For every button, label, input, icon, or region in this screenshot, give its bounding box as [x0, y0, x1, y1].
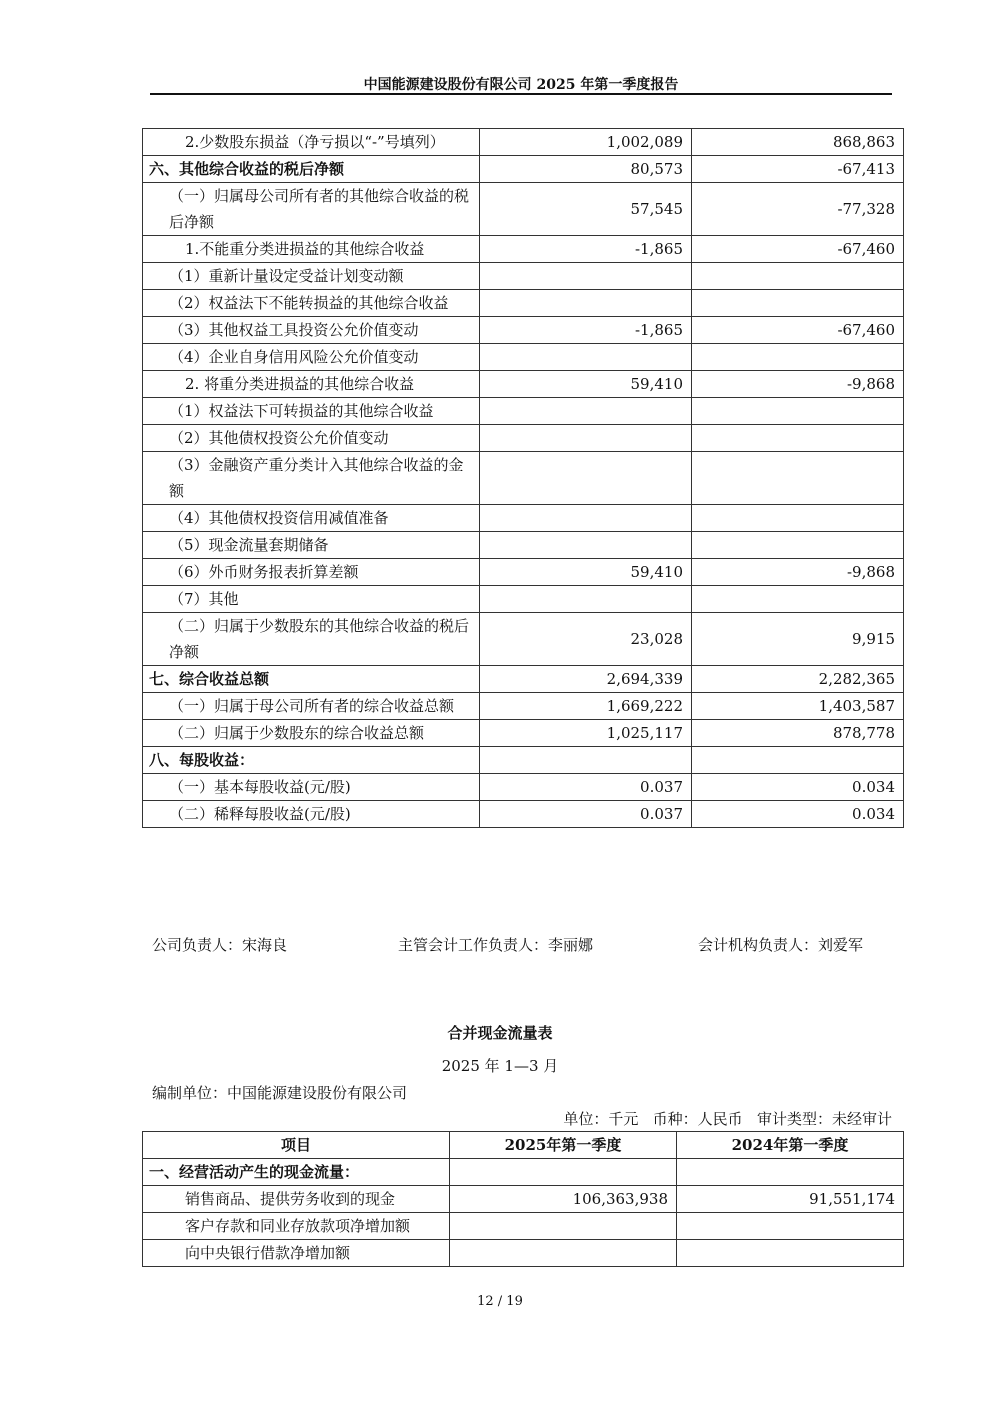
- row-value-current: [450, 1213, 677, 1240]
- row-value-current: [480, 532, 692, 559]
- table-row: [143, 747, 904, 774]
- row-value-prior: [692, 586, 904, 613]
- row-value-prior: 1,403,587: [692, 693, 904, 720]
- row-value-current: 59,410: [480, 371, 692, 398]
- row-value-prior: -67,413: [692, 156, 904, 183]
- table-row: [143, 263, 904, 290]
- row-label: （2）其他债权投资公允价值变动: [143, 425, 480, 452]
- row-label: （一）基本每股收益(元/股): [143, 774, 480, 801]
- row-value-prior: [677, 1240, 904, 1267]
- row-label: （二）归属于少数股东的其他综合收益的税后净额: [143, 613, 480, 666]
- row-value-current: [480, 290, 692, 317]
- table-row: [143, 236, 904, 263]
- row-value-current: [480, 425, 692, 452]
- table-row: [143, 559, 904, 586]
- row-value-prior: [692, 344, 904, 371]
- row-value-current: [480, 452, 692, 505]
- row-label: （1）权益法下可转损益的其他综合收益: [143, 398, 480, 425]
- row-value-prior: -67,460: [692, 236, 904, 263]
- row-value-current: [480, 398, 692, 425]
- row-label: （一）归属母公司所有者的其他综合收益的税后净额: [143, 183, 480, 236]
- table-row: [143, 613, 904, 666]
- header-2024q1: 2024年第一季度: [677, 1132, 904, 1159]
- table-row: [143, 666, 904, 693]
- row-value-prior: -9,868: [692, 371, 904, 398]
- table-row: [143, 290, 904, 317]
- company-head: 公司负责人：宋海良: [152, 936, 288, 954]
- row-label: 向中央银行借款净增加额: [143, 1240, 450, 1267]
- table-row: [143, 774, 904, 801]
- accounting-org-head: 会计机构负责人：刘爱军: [698, 936, 864, 954]
- row-value-current: 1,669,222: [480, 693, 692, 720]
- row-label: 1.不能重分类进损益的其他综合收益: [143, 236, 480, 263]
- header-item: 项目: [143, 1132, 450, 1159]
- row-label: （1）重新计量设定受益计划变动额: [143, 263, 480, 290]
- row-value-current: 0.037: [480, 801, 692, 828]
- row-value-prior: [692, 398, 904, 425]
- row-value-prior: -77,328: [692, 183, 904, 236]
- table-row: [143, 693, 904, 720]
- row-value-current: 57,545: [480, 183, 692, 236]
- row-label: 一、经营活动产生的现金流量：: [143, 1159, 450, 1186]
- preparing-unit: 编制单位：中国能源建设股份有限公司: [152, 1084, 408, 1102]
- row-label: （5）现金流量套期储备: [143, 532, 480, 559]
- table-row: [143, 129, 904, 156]
- cashflow-table: [142, 1131, 904, 1267]
- row-label: 七、综合收益总额: [143, 666, 480, 693]
- table-row: [143, 720, 904, 747]
- row-value-current: 106,363,938: [450, 1186, 677, 1213]
- header-rule: [150, 93, 892, 95]
- row-label: （2）权益法下不能转损益的其他综合收益: [143, 290, 480, 317]
- row-value-current: [450, 1240, 677, 1267]
- income-statement-table: [142, 128, 904, 828]
- row-label: 八、每股收益：: [143, 747, 480, 774]
- table-row: [143, 505, 904, 532]
- accounting-head: 主管会计工作负责人：李丽娜: [398, 936, 594, 954]
- table-row: [143, 1240, 904, 1267]
- row-value-current: 80,573: [480, 156, 692, 183]
- table-header-row: [143, 1132, 904, 1159]
- row-value-prior: 0.034: [692, 774, 904, 801]
- row-value-prior: [692, 532, 904, 559]
- row-value-current: 0.037: [480, 774, 692, 801]
- row-label: 2. 将重分类进损益的其他综合收益: [143, 371, 480, 398]
- row-value-current: [450, 1159, 677, 1186]
- row-value-prior: 878,778: [692, 720, 904, 747]
- row-value-current: [480, 747, 692, 774]
- table-row: [143, 371, 904, 398]
- table-row: [143, 801, 904, 828]
- table-row: [143, 317, 904, 344]
- row-value-prior: 2,282,365: [692, 666, 904, 693]
- row-label: （4）其他债权投资信用减值准备: [143, 505, 480, 532]
- header-2025q1: 2025年第一季度: [450, 1132, 677, 1159]
- row-value-prior: 868,863: [692, 129, 904, 156]
- table-row: [143, 1213, 904, 1240]
- row-label: （一）归属于母公司所有者的综合收益总额: [143, 693, 480, 720]
- row-value-prior: -67,460: [692, 317, 904, 344]
- row-value-current: -1,865: [480, 317, 692, 344]
- page-number: 12 / 19: [477, 1294, 523, 1309]
- row-value-current: 1,025,117: [480, 720, 692, 747]
- row-label: （二）稀释每股收益(元/股): [143, 801, 480, 828]
- table-row: [143, 425, 904, 452]
- cashflow-title: 合并现金流量表: [447, 1024, 553, 1042]
- table-row: [143, 452, 904, 505]
- row-value-current: [480, 263, 692, 290]
- row-value-prior: [692, 290, 904, 317]
- row-label: 六、其他综合收益的税后净额: [143, 156, 480, 183]
- row-value-current: [480, 344, 692, 371]
- row-value-prior: [692, 425, 904, 452]
- table-row: [143, 398, 904, 425]
- row-value-prior: -9,868: [692, 559, 904, 586]
- row-value-current: -1,865: [480, 236, 692, 263]
- row-label: 2.少数股东损益（净亏损以“-”号填列）: [143, 129, 480, 156]
- table-row: [143, 586, 904, 613]
- row-value-prior: [677, 1213, 904, 1240]
- row-value-prior: 9,915: [692, 613, 904, 666]
- units-line: 单位：千元 币种：人民币 审计类型：未经审计: [563, 1110, 892, 1128]
- table-row: [143, 344, 904, 371]
- row-value-current: [480, 505, 692, 532]
- row-value-prior: 0.034: [692, 801, 904, 828]
- row-label: （6）外币财务报表折算差额: [143, 559, 480, 586]
- row-value-current: 59,410: [480, 559, 692, 586]
- row-label: （4）企业自身信用风险公允价值变动: [143, 344, 480, 371]
- row-value-prior: 91,551,174: [677, 1186, 904, 1213]
- row-value-current: 23,028: [480, 613, 692, 666]
- row-value-prior: [692, 452, 904, 505]
- row-value-prior: [692, 505, 904, 532]
- row-value-prior: [677, 1159, 904, 1186]
- table-row: [143, 1186, 904, 1213]
- row-value-current: 2,694,339: [480, 666, 692, 693]
- row-label: 销售商品、提供劳务收到的现金: [143, 1186, 450, 1213]
- row-label: （二）归属于少数股东的综合收益总额: [143, 720, 480, 747]
- row-label: （7）其他: [143, 586, 480, 613]
- table-row: [143, 183, 904, 236]
- row-value-current: 1,002,089: [480, 129, 692, 156]
- cashflow-period: 2025 年 1—3 月: [441, 1057, 559, 1075]
- row-value-current: [480, 586, 692, 613]
- report-header: 中国能源建设股份有限公司 2025 年第一季度报告: [363, 77, 679, 93]
- table-row: [143, 1159, 904, 1186]
- table-row: [143, 532, 904, 559]
- row-label: （3）金融资产重分类计入其他综合收益的金额: [143, 452, 480, 505]
- row-label: 客户存款和同业存放款项净增加额: [143, 1213, 450, 1240]
- row-label: （3）其他权益工具投资公允价值变动: [143, 317, 480, 344]
- table-row: [143, 156, 904, 183]
- row-value-prior: [692, 747, 904, 774]
- row-value-prior: [692, 263, 904, 290]
